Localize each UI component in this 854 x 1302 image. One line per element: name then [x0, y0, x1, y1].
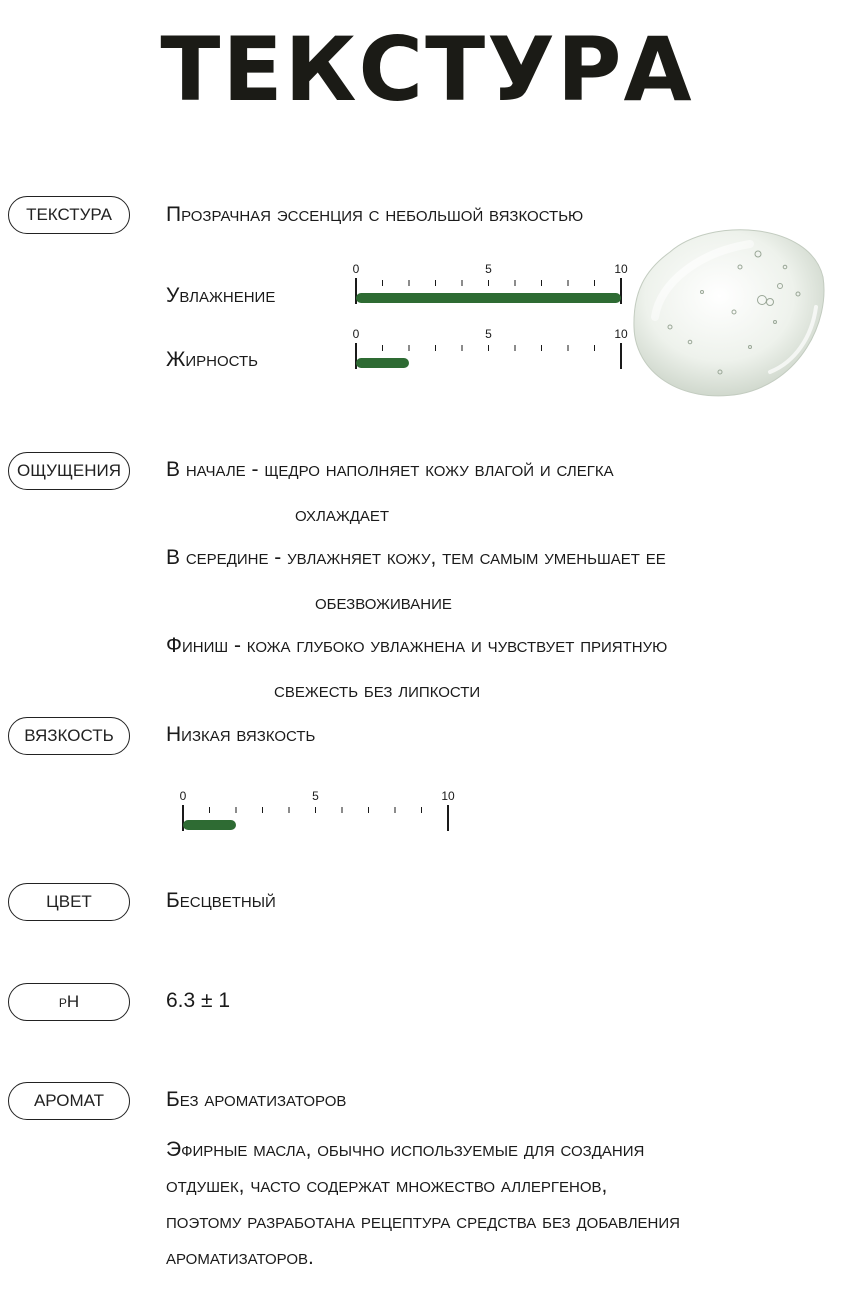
feel-finish-line2: свежесть без липкости [274, 679, 481, 702]
feel-pill: ОЩУЩЕНИЯ [8, 452, 130, 490]
aroma-note-line3: поэтому разработана рецептура средства без добавления [166, 1210, 680, 1233]
aroma-description: Без ароматизаторов [166, 1088, 347, 1111]
feel-middle-line2: обезвоживание [315, 591, 452, 614]
feel-start-line1: В начале - щедро наполняет кожу влагой и слегка [166, 458, 614, 481]
color-description: Бесцветный [166, 889, 276, 912]
ph-value: 6.3 ± 1 [166, 989, 231, 1012]
page-title: ТЕКСТУРА [160, 18, 694, 121]
scale-tick-label: 10 [441, 789, 455, 803]
oiliness-label: Жирность [166, 348, 259, 371]
moisture-scale [340, 258, 640, 308]
viscosity-pill: ВЯЗКОСТЬ [8, 717, 130, 755]
feel-middle-line1: В середине - увлажняет кожу, тем самым уменьшает ее [166, 546, 666, 569]
viscosity-bar [183, 820, 236, 830]
gel-drop-image [630, 222, 826, 398]
scale-tick-label: 0 [352, 327, 360, 341]
texture-description: Прозрачная эссенция с небольшой вязкостью [166, 203, 584, 226]
color-pill: ЦВЕТ [8, 883, 130, 921]
scale-tick-label: 0 [179, 789, 187, 803]
aroma-note-line2: отдушек, часто содержат множество аллергенов, [166, 1174, 608, 1197]
aroma-note-line4: ароматизаторов. [166, 1246, 314, 1269]
texture-pill: ТЕКСТУРА [8, 196, 130, 234]
ph-pill: pH [8, 983, 130, 1021]
oiliness-bar [356, 358, 409, 368]
viscosity-description: Низкая вязкость [166, 723, 316, 746]
feel-start-line2: охлаждает [295, 503, 390, 526]
scale-tick-label: 5 [312, 789, 319, 803]
scale-tick-label: 5 [485, 327, 492, 341]
viscosity-scale [167, 785, 467, 835]
scale-tick-label: 10 [614, 327, 628, 341]
moisture-bar [356, 293, 621, 303]
aroma-pill: АРОМАТ [8, 1082, 130, 1120]
oiliness-scale [340, 323, 640, 373]
aroma-note-line1: Эфирные масла, обычно используемые для создания [166, 1138, 645, 1161]
moisture-label: Увлажнение [166, 284, 276, 307]
feel-finish-line1: Финиш - кожа глубоко увлажнена и чувствует приятную [166, 634, 668, 657]
scale-tick-label: 0 [352, 262, 360, 276]
scale-tick-label: 5 [485, 262, 492, 276]
scale-tick-label: 10 [614, 262, 628, 276]
